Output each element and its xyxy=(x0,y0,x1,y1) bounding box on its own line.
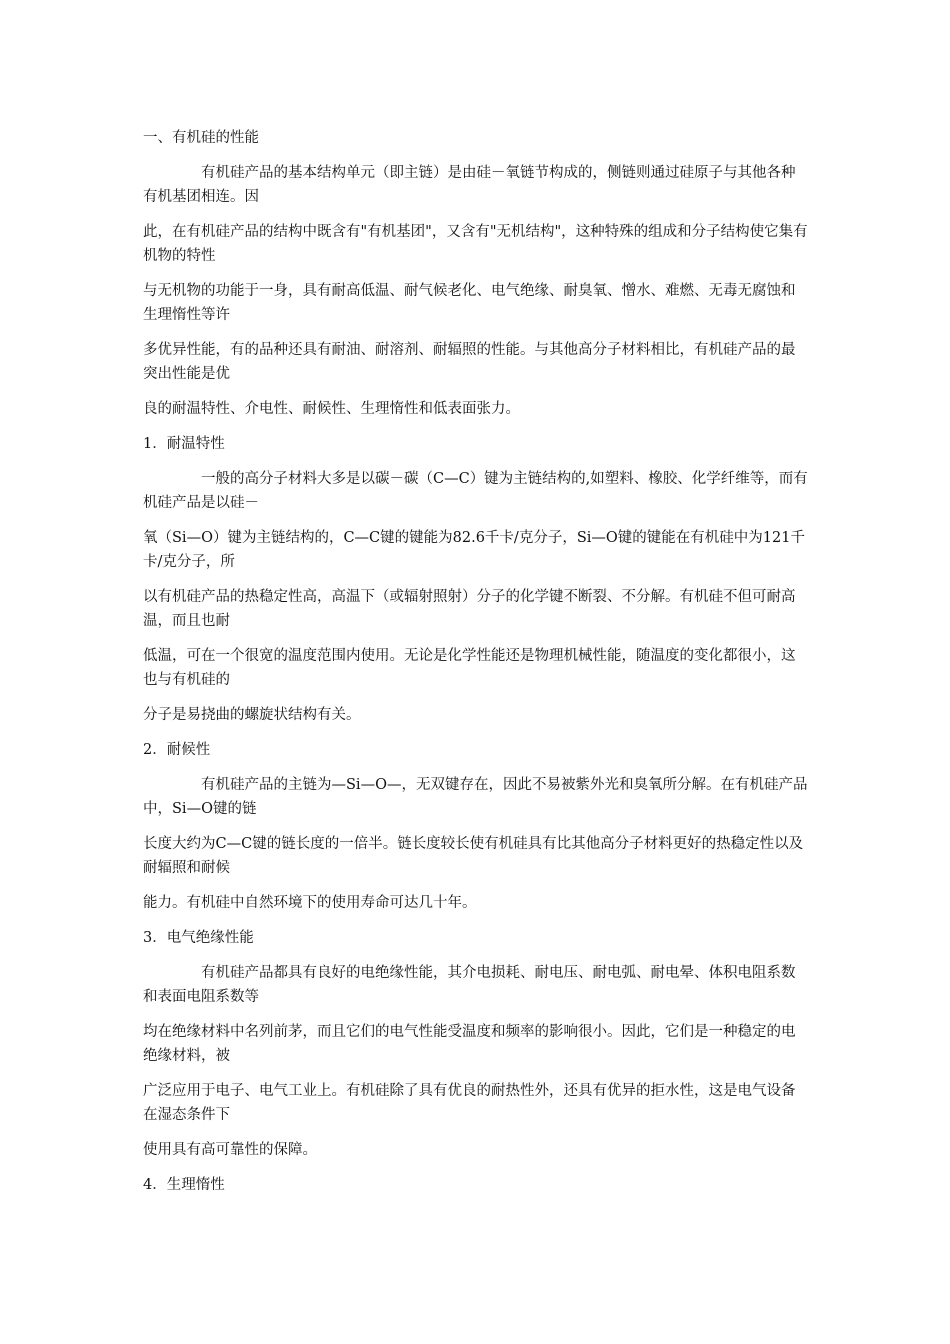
paragraph: 一般的高分子材料大多是以碳－碳（C—C）键为主链结构的,如塑料、橡胶、化学纤维等，而有机硅产品是以硅－ xyxy=(143,471,808,511)
subsection-heading: 1．耐温特性 xyxy=(143,436,225,452)
paragraph: 有机硅产品的主链为—Si—O—，无双键存在，因此不易被紫外光和臭氧所分解。在有机硅产品中，Si—O键的链 xyxy=(143,777,808,817)
paragraph: 低温，可在一个很宽的温度范围内使用。无论是化学性能还是物理机械性能，随温度的变化都很小，这也与有机硅的 xyxy=(143,648,796,688)
paragraph: 此，在有机硅产品的结构中既含有"有机基团"，又含有"无机结构"，这种特殊的组成和分子结构使它集有机物的特性 xyxy=(143,224,808,264)
paragraph: 以有机硅产品的热稳定性高，高温下（或辐射照射）分子的化学键不断裂、不分解。有机硅不但可耐高温，而且也耐 xyxy=(143,589,796,629)
paragraph: 多优异性能，有的品种还具有耐油、耐溶剂、耐辐照的性能。与其他高分子材料相比，有机硅产品的最突出性能是优 xyxy=(143,342,796,382)
document-body xyxy=(143,126,808,1208)
subsection-heading: 4．生理惰性 xyxy=(143,1177,225,1193)
paragraph: 与无机物的功能于一身，具有耐高低温、耐气候老化、电气绝缘、耐臭氧、憎水、难燃、无毒无腐蚀和生理惰性等许 xyxy=(143,283,796,323)
paragraph: 能力。有机硅中自然环境下的使用寿命可达几十年。 xyxy=(143,895,477,911)
subsection-heading: 2．耐候性 xyxy=(143,742,211,758)
paragraph: 良的耐温特性、介电性、耐候性、生理惰性和低表面张力。 xyxy=(143,401,520,417)
paragraph: 有机硅产品的基本结构单元（即主链）是由硅－氧链节构成的，侧链则通过硅原子与其他各种有机基团相连。因 xyxy=(143,165,796,205)
paragraph: 广泛应用于电子、电气工业上。有机硅除了具有优良的耐热性外，还具有优异的拒水性，这是电气设备在湿态条件下 xyxy=(143,1083,796,1123)
paragraph: 分子是易挠曲的螺旋状结构有关。 xyxy=(143,707,361,723)
paragraph: 均在绝缘材料中名列前茅，而且它们的电气性能受温度和频率的影响很小。因此，它们是一种稳定的电绝缘材料，被 xyxy=(143,1024,796,1064)
paragraph: 氧（Si—O）键为主链结构的，C—C键的键能为82.6千卡/克分子，Si—O键的键能在有机硅中为121千卡/克分子，所 xyxy=(143,530,805,570)
subsection-heading: 3．电气绝缘性能 xyxy=(143,930,254,946)
paragraph: 使用具有高可靠性的保障。 xyxy=(143,1142,317,1158)
paragraph: 有机硅产品都具有良好的电绝缘性能，其介电损耗、耐电压、耐电弧、耐电晕、体积电阻系数和表面电阻系数等 xyxy=(143,965,796,1005)
paragraph: 长度大约为C—C键的链长度的一倍半。链长度较长使有机硅具有比其他高分子材料更好的热稳定性以及耐辐照和耐候 xyxy=(143,836,804,876)
section-heading: 一、有机硅的性能 xyxy=(143,130,259,146)
